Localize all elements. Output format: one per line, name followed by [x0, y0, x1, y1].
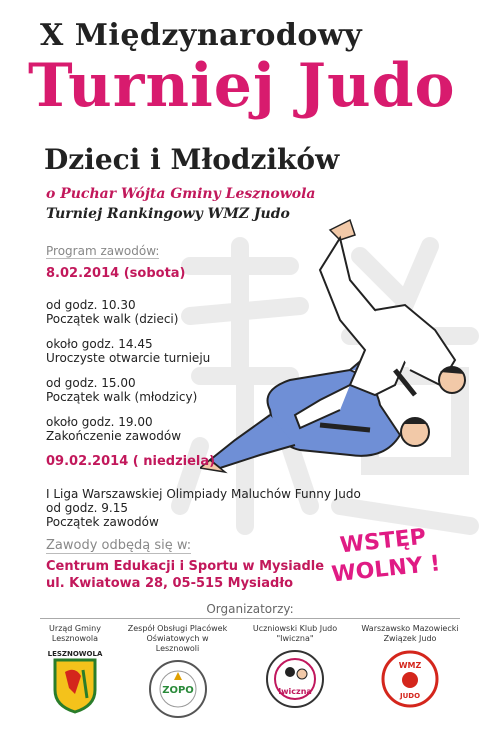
ranking-line: Turniej Rankingowy WMZ Judo [46, 206, 290, 222]
day1-date: 8.02.2014 (sobota) [46, 266, 186, 281]
ukj-logo-text: Iwiczna [278, 687, 312, 696]
schedule-item [46, 415, 181, 443]
edition-heading: X Międzynarodowy [40, 18, 363, 53]
tournament-subtitle: Dzieci i Młodzików [44, 143, 340, 176]
organizer-name1: Warszawsko Mazowiecki [361, 624, 459, 633]
venue-name: Centrum Edukacji i Sportu w Mysiadle [46, 559, 325, 574]
schedule-desc: Zakończenie zawodów [46, 429, 182, 443]
schedule-item [46, 376, 197, 404]
schedule-desc: Początek walk (dzieci) [46, 312, 179, 326]
schedule-item [46, 298, 178, 326]
schedule-desc: Uroczyste otwarcie turnieju [46, 351, 211, 365]
tournament-title: Turniej Judo [28, 51, 456, 121]
venue-address: ul. Kwiatowa 28, 05-515 Mysiadło [46, 576, 294, 591]
program-label: Program zawodów: [46, 244, 160, 258]
league-desc: Początek zawodów [46, 515, 159, 529]
organizers-label: Organizatorzy: [206, 602, 294, 616]
zopo-logo-icon [147, 658, 209, 720]
schedule-desc: Początek walk (młodzicy) [46, 390, 198, 404]
schedule-time: około godz. 19.00 [46, 415, 153, 429]
venue-label: Zawody odbędą się w: [46, 538, 192, 553]
free-entry-badge [327, 522, 441, 589]
wmzj-logo-icon [379, 648, 441, 710]
gmina-crest-icon [45, 648, 105, 714]
wmzj-logo-text: WMZ [398, 661, 422, 670]
wmzj-logo-text2: JUDO [399, 692, 421, 700]
ukj-logo-icon [264, 648, 326, 710]
organizer-gmina [30, 624, 120, 717]
organizer-zopo [125, 624, 230, 723]
organizers-divider [40, 618, 460, 619]
day2-details [46, 487, 361, 529]
cup-line: o Puchar Wójta Gminy Lesznowola [46, 186, 316, 202]
judo-players-illustration [200, 210, 480, 480]
schedule-time: od godz. 10.30 [46, 298, 136, 312]
free-entry-line1: WSTĘP [338, 524, 428, 559]
organizer-name1: Uczniowski Klub Judo [252, 624, 338, 633]
day2-date: 09.02.2014 ( niedziela) [46, 454, 216, 469]
schedule-time: od godz. 15.00 [46, 376, 136, 390]
schedule-time: około godz. 14.45 [46, 337, 153, 351]
league-time: od godz. 9.15 [46, 501, 128, 515]
organizer-name1: Urząd Gminy [49, 624, 101, 633]
organizer-name2: Oświatowych w Lesznowoli [146, 634, 209, 653]
league-line: I Liga Warszawskiej Olimpiady Maluchów Funny Judo [46, 487, 361, 501]
venue-block [46, 558, 324, 592]
gmina-crest-text: LESZNOWOLA [47, 650, 103, 658]
organizer-name2: "Iwiczna" [276, 634, 314, 643]
organizer-name2: Związek Judo [383, 634, 437, 643]
organizer-wmzj [355, 624, 465, 713]
organizer-ukj [245, 624, 345, 713]
free-entry-line2: WOLNY ! [330, 551, 442, 588]
zopo-logo-text: ZOPO [161, 685, 194, 696]
organizer-name1: Zespół Obsługi Placówek [127, 624, 228, 633]
organizer-name2: Lesznowola [51, 634, 99, 643]
schedule-item [46, 337, 210, 365]
